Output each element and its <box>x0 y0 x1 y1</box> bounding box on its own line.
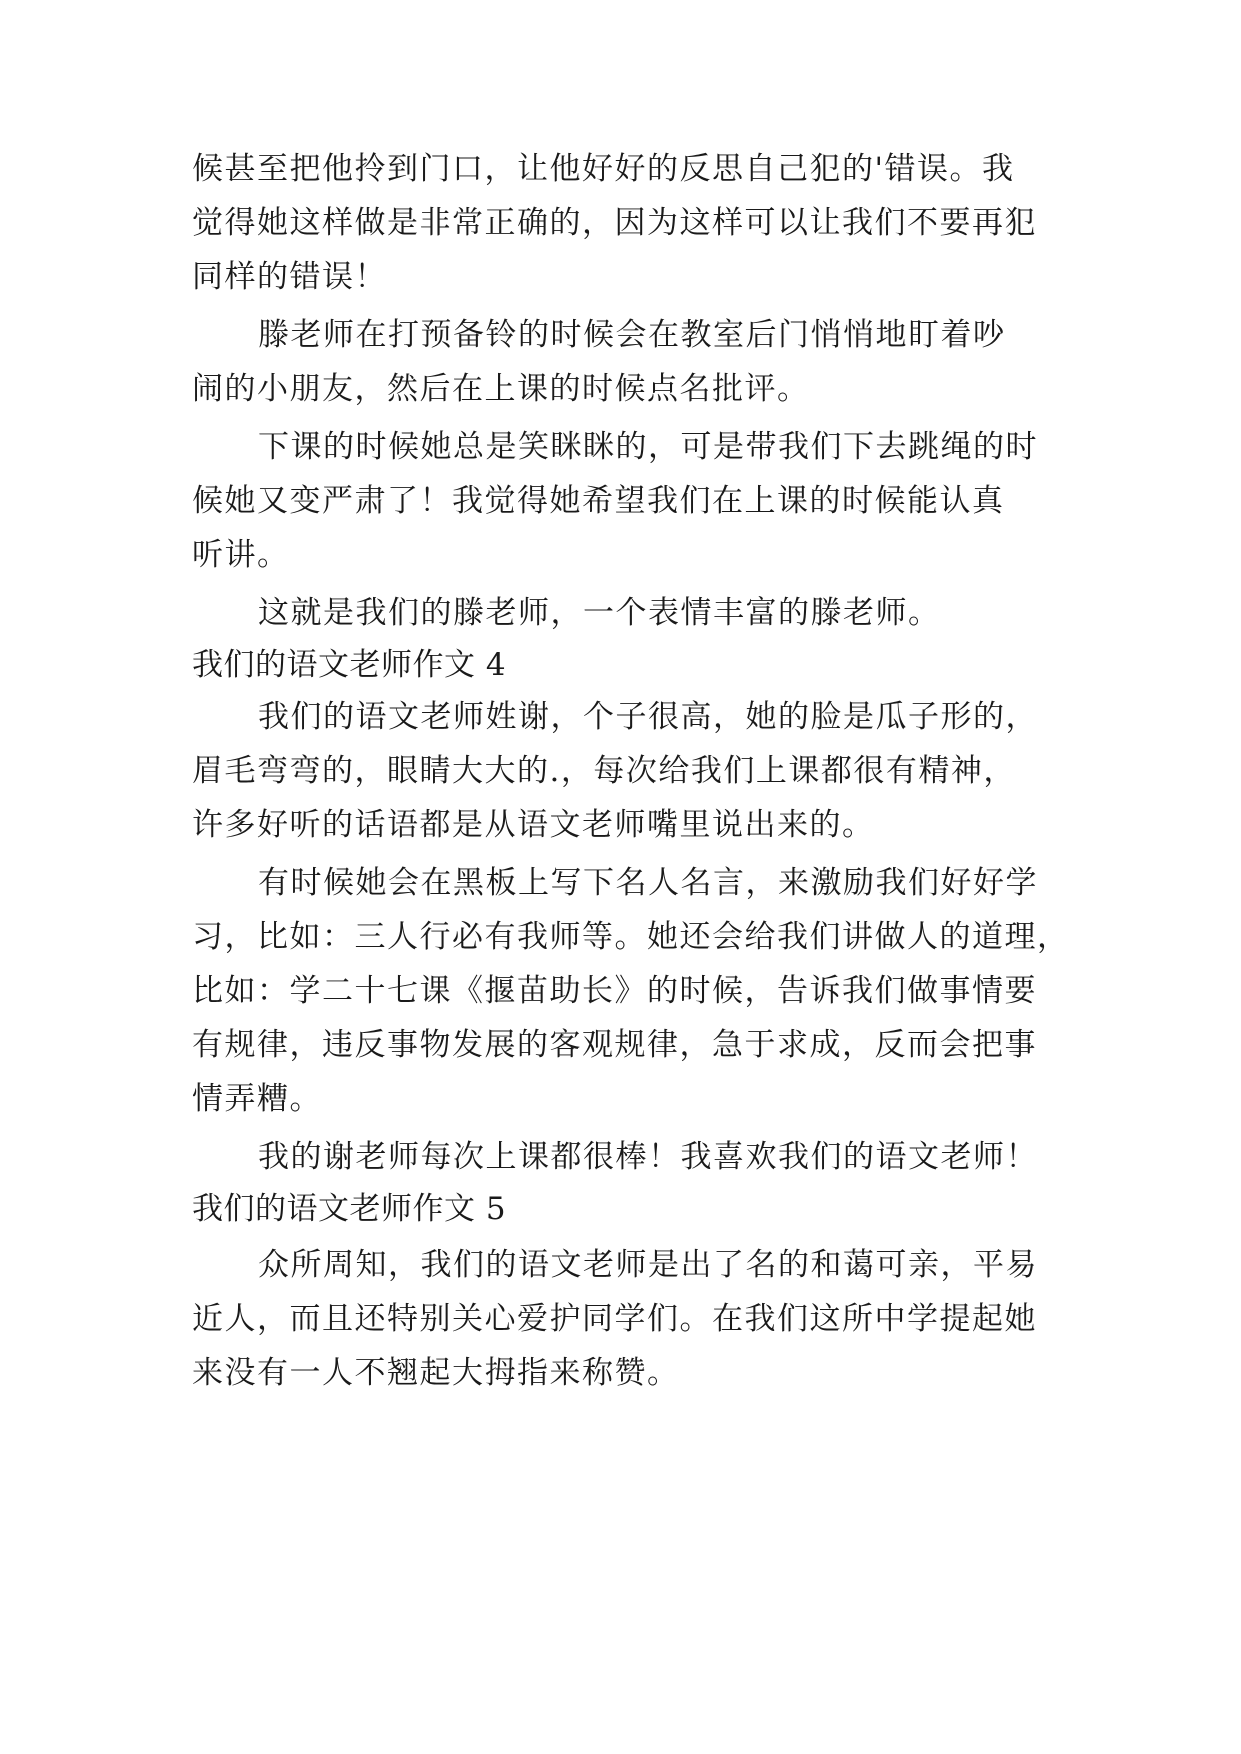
text-line: 众所周知，我们的语文老师是出了名的和蔼可亲，平易 <box>258 1247 1038 1283</box>
text-line: 比如：学二十七课《揠苗助长》的时候，告诉我们做事情要 <box>192 973 1037 1009</box>
text-line: 滕老师在打预备铃的时候会在教室后门悄悄地盯着吵 <box>258 317 1006 353</box>
text-line: 同样的错误！ <box>192 259 387 295</box>
text-line: 觉得她这样做是非常正确的，因为这样可以让我们不要再犯 <box>192 205 1037 241</box>
section-heading: 我们的语文老师作文 4 <box>192 647 507 683</box>
text-line: 有规律，违反事物发展的客观规律，急于求成，反而会把事 <box>192 1027 1037 1063</box>
text-line: 听讲。 <box>192 537 290 573</box>
text-line: 眉毛弯弯的，眼睛大大的.，每次给我们上课都很有精神， <box>192 753 1016 789</box>
text-line: 情弄糟。 <box>192 1081 322 1117</box>
text-line: 下课的时候她总是笑眯眯的，可是带我们下去跳绳的时 <box>258 429 1038 465</box>
text-line: 我的谢老师每次上课都很棒！我喜欢我们的语文老师！ <box>258 1139 1038 1175</box>
text-line: 近人，而且还特别关心爱护同学们。在我们这所中学提起她 <box>192 1301 1037 1337</box>
text-line: 闹的小朋友，然后在上课的时候点名批评。 <box>192 371 810 407</box>
text-line: 候她又变严肃了！我觉得她希望我们在上课的时候能认真 <box>192 483 1005 519</box>
text-line: 许多好听的话语都是从语文老师嘴里说出来的。 <box>192 807 875 843</box>
text-line: 这就是我们的滕老师，一个表情丰富的滕老师。 <box>258 595 941 631</box>
text-line: 候甚至把他拎到门口，让他好好的反思自己犯的'错误。我 <box>192 151 1015 187</box>
text-line: 习，比如：三人行必有我师等。她还会给我们讲做人的道理， <box>192 919 1070 955</box>
section-heading: 我们的语文老师作文 5 <box>192 1191 507 1227</box>
text-line: 我们的语文老师姓谢，个子很高，她的脸是瓜子形的， <box>258 699 1038 735</box>
text-line: 有时候她会在黑板上写下名人名言，来激励我们好好学 <box>258 865 1038 901</box>
text-line: 来没有一人不翘起大拇指来称赞。 <box>192 1355 680 1391</box>
